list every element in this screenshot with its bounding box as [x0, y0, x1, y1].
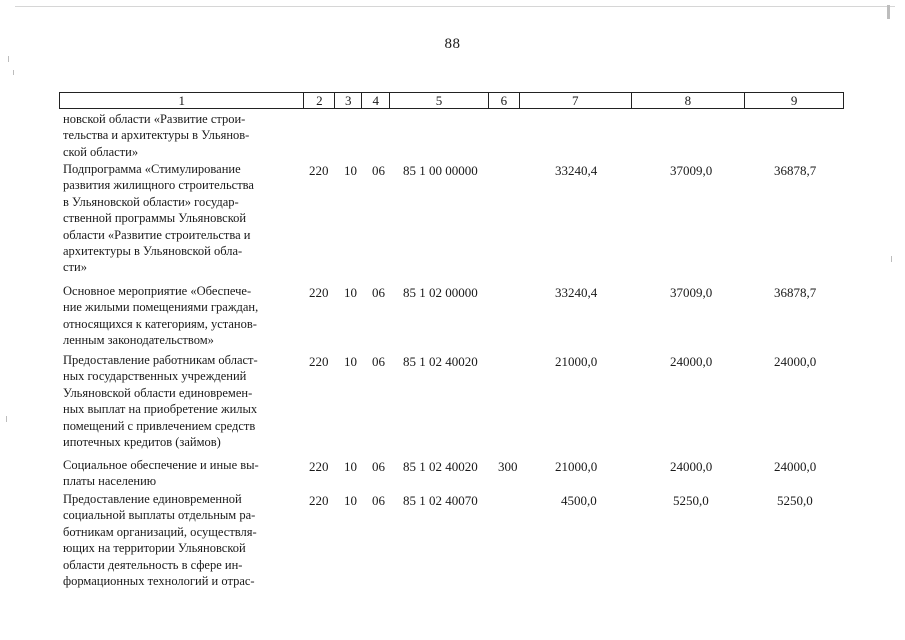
column-header: 8: [632, 93, 746, 108]
cell-code-5: 85 1 02 40020: [403, 354, 478, 369]
cell-code-4: 06: [372, 354, 385, 369]
cell-code-5: 85 1 02 40070: [403, 493, 478, 508]
cell-value-9: 36878,7: [774, 285, 817, 300]
cell-value-7: 33240,4: [555, 285, 598, 300]
scan-mark-left-3: [6, 416, 7, 422]
row-description: Предоставление работникам област- ных государственных учреждений Ульяновской области единовремен- ных выплат на приобретение жилых помещений с привлечением средств ипотечных кредитов (займов): [63, 353, 258, 450]
cell-value-7: 21000,0: [555, 354, 598, 369]
cell-code-4: 06: [372, 285, 385, 300]
cell-code-3: 10: [344, 459, 357, 474]
column-header: 6: [489, 93, 520, 108]
scan-mark-left: [8, 56, 9, 62]
table-header-row: [59, 92, 844, 109]
row-description: Подпрограмма «Стимулирование развития жилищного строительства в Ульяновской области» государ- ственной программы Ульяновской области «Развитие строительства и архитектуры в Ульяновской обла- сти»: [63, 162, 254, 275]
column-header: 2: [304, 93, 335, 108]
column-header: 7: [520, 93, 632, 108]
column-header: 1: [60, 93, 304, 108]
column-header: 9: [790, 93, 798, 108]
row-description: Основное мероприятие «Обеспече- ние жилыми помещениями граждан, относящихся к категориям, установ- ленным законодательством»: [63, 284, 259, 348]
cell-value-7: 33240,4: [555, 163, 598, 178]
cell-code-4: 06: [372, 163, 385, 178]
cell-value-8: 24000,0: [670, 354, 713, 369]
cell-code-5: 85 1 02 40020: [403, 459, 478, 474]
cell-value-8: 37009,0: [670, 285, 713, 300]
continued-row-text: новской области «Развитие строи- тельства и архитектуры в Ульянов- ской области»: [63, 112, 250, 159]
cell-code-2: 220: [309, 163, 329, 178]
cell-code-2: 220: [309, 459, 329, 474]
cell-value-8: 37009,0: [670, 163, 713, 178]
cell-value-7: 21000,0: [555, 459, 598, 474]
cell-code-4: 06: [372, 459, 385, 474]
page-number: 88: [444, 36, 461, 52]
cell-code-4: 06: [372, 493, 385, 508]
column-header: 5: [390, 93, 489, 108]
cell-value-8: 24000,0: [670, 459, 713, 474]
scan-mark-right-2: [891, 256, 892, 262]
column-header: 4: [362, 93, 390, 108]
scan-mark-right: [887, 5, 890, 19]
cell-value-9: 5250,0: [777, 493, 813, 508]
cell-value-9: 36878,7: [774, 163, 817, 178]
scan-mark-left-2: [13, 70, 14, 75]
cell-code-2: 220: [309, 354, 329, 369]
cell-code-6: 300: [498, 459, 518, 474]
cell-value-9: 24000,0: [774, 354, 817, 369]
row-description: Предоставление единовременной социальной выплаты отдельным ра- ботникам организаций, осуществля- ющих на территории Ульяновской области деятельность в сфере ин- формационных технологий и отрас-: [63, 492, 257, 589]
cell-code-2: 220: [309, 493, 329, 508]
cell-code-5: 85 1 00 00000: [403, 163, 478, 178]
cell-code-3: 10: [344, 354, 357, 369]
cell-code-3: 10: [344, 493, 357, 508]
scan-line-top: [15, 6, 895, 7]
cell-code-2: 220: [309, 285, 329, 300]
cell-value-8: 5250,0: [673, 493, 709, 508]
cell-code-3: 10: [344, 163, 357, 178]
cell-code-5: 85 1 02 00000: [403, 285, 478, 300]
column-header: 3: [335, 93, 362, 108]
cell-value-7: 4500,0: [561, 493, 597, 508]
row-description: Социальное обеспечение и иные вы- платы населению: [63, 458, 259, 489]
cell-code-3: 10: [344, 285, 357, 300]
cell-value-9: 24000,0: [774, 459, 817, 474]
